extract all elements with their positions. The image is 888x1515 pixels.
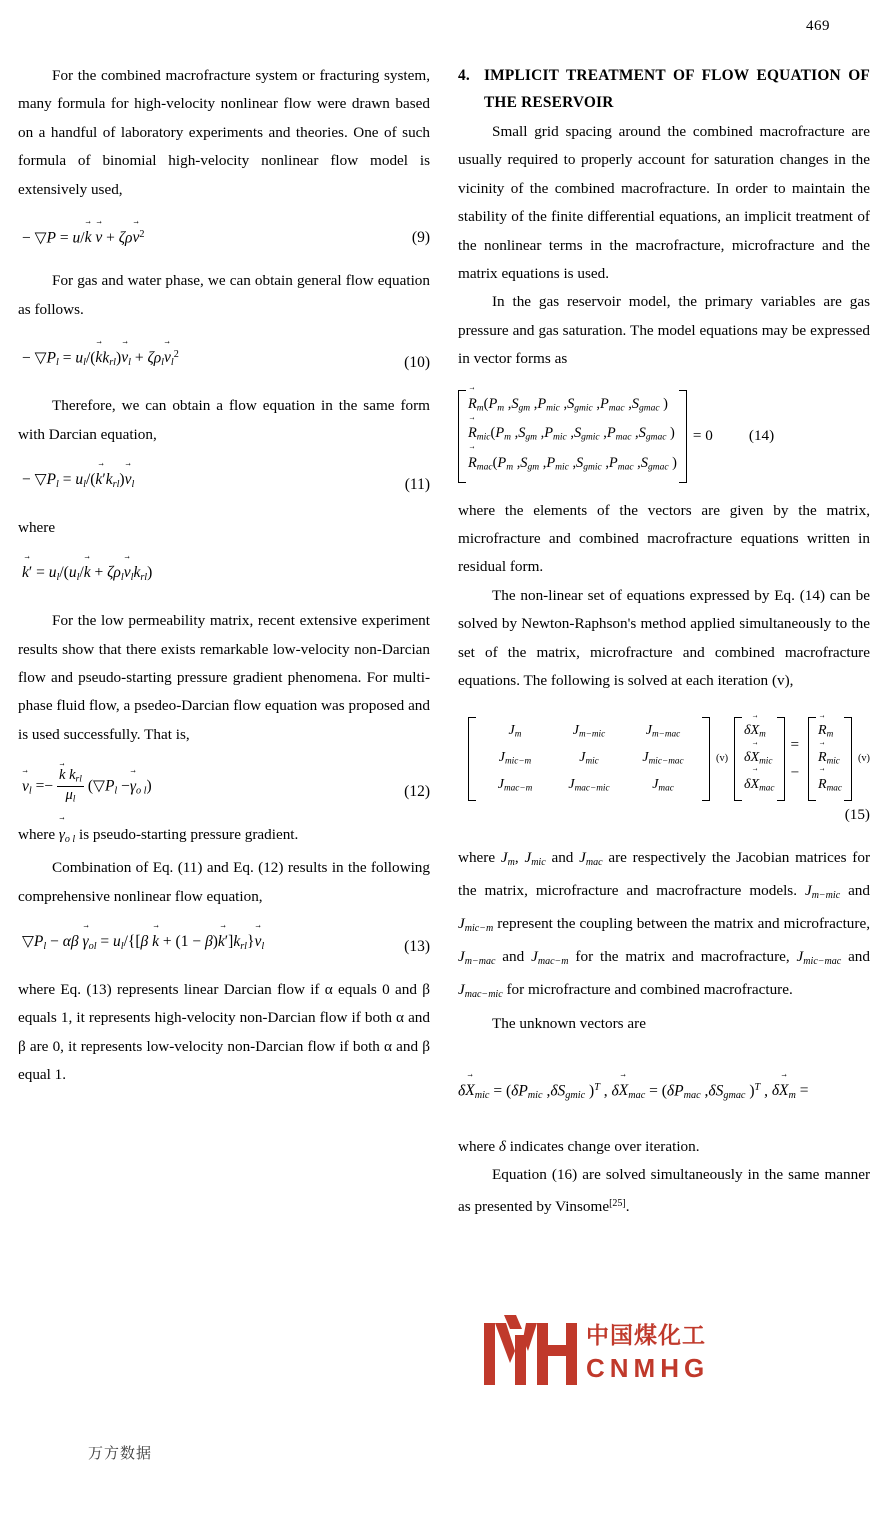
equation-11 xyxy=(18,467,430,498)
equation-14-tag: (14) xyxy=(748,426,775,444)
equation-12 xyxy=(18,767,430,805)
wanfang-watermark: 万方数据 xyxy=(88,1445,153,1462)
residual-row: $R \to_{mac}$ xyxy=(818,773,842,800)
paragraph: Small grid spacing around the combined macrofracture are usually required to properly account for saturation changes in the vicinity of the combined macrofracture. In order to maintain the stability of the finite differential equations, an implicit treatment of the nonlinear terms in the macrofracture, microfracture and the matrix equations is used. xyxy=(458,123,870,283)
equation-9 xyxy=(18,222,430,251)
equation-10-body: − $▽P_l = u_l/(k \to k_{rl})v \to_l + \zeta\rho_lv \to_l^2$ xyxy=(22,342,179,376)
logo-chinese-text: 中国煤化工 xyxy=(586,1322,706,1348)
equation-16 xyxy=(458,1052,870,1109)
logo-latin-text: CNMHG xyxy=(586,1353,710,1383)
equation-14-rhs: = 0 xyxy=(692,426,713,444)
equation-13-tag: (13) xyxy=(404,938,430,956)
paragraph-text: Equation (16) are solved simultaneously in the same manner as presented by Vinsome xyxy=(458,1166,870,1215)
equation-16-line1: $\delta X \to_{mic} = (\delta P_{mic}$ $,\delta S_{gmic}$ )$^T$ , $\delta X \to_{mac} = (\delta P_{mac}$ $,\delta S_{gmac}$ )$^T$ , xyxy=(458,1075,768,1109)
paragraph: For the combined macrofracture system or fracturing system, many formula for high-velocity nonlinear flow were drawn based on a handful of laboratory experiments and theories. One of such formula of binomial high-velocity nonlinear flow model is extensively used, xyxy=(18,67,430,198)
equation-11-body: − $▽P_l = u_l/(k' \to k_{rl})v \to_l$ xyxy=(22,467,134,498)
jacobian-row: $J_{mac-m}$ $J_{mac-mic}$ $J_{mac}$ xyxy=(497,776,674,793)
left-column xyxy=(18,62,430,1090)
paragraph: The non-linear set of equations expressed by Eq. (14) can be solved by Newton-Raphson's method applied simultaneously to the set of the matrix, microfracture and combined macrofracture equations. The following is solved at each iteration (v), xyxy=(458,586,870,690)
equation-14-row: $R \to_{mic}(P_m$ $,S_{gm}$ $,P_{mic}$ $,S_{gmic}$ $,P_{mac}$ $,S_{gmac}$ ) xyxy=(468,421,677,451)
myh-mark-icon xyxy=(482,1315,578,1389)
equation-16-line2: $\delta X \to_m$ = xyxy=(772,1078,809,1109)
equation-15 xyxy=(458,717,870,829)
right-column xyxy=(458,62,870,1221)
paragraph: where Eq. (13) represents linear Darcian flow if α equals 0 and β equals 1, it represents high-velocity non-Darcian flow if both α and β are 0, it represents low-velocity non-Darcian flow if both α and β equal 1. xyxy=(18,981,430,1084)
unknown-row: $\delta X \to_{mac}$ xyxy=(744,773,774,800)
equation-13-body: $▽P_l - \alpha\beta$ $\gamma \to_{ol} = u_l/\{[\beta$ k → + $(1 - \beta)k' \to]k_{rl}\}v \to_l$ xyxy=(22,929,264,960)
equation-10-tag: (10) xyxy=(404,354,430,372)
equation-k-prime-body: k′ → = $u_l/(u_l/k$ → + $\zeta\rho_lv \to_lk_{rl}$) xyxy=(22,560,152,591)
equation-k-prime xyxy=(18,560,430,591)
paragraph: Therefore, we can obtain a flow equation in the same form with Darcian equation, xyxy=(18,397,430,443)
equation-15-tag: (15) xyxy=(844,806,870,824)
equation-14-row: $R \to_m(P_m$ $,S_{gm}$ $,P_{mic}$ $,S_{gmic}$ $,P_{mac}$ $,S_{gmac}$ ) xyxy=(468,392,677,422)
paragraph: For gas and water phase, we can obtain general flow equation as follows. xyxy=(18,272,430,318)
equation-15-iteration: (v) xyxy=(716,753,729,765)
residual-row: $R \to_{mic}$ xyxy=(818,746,842,773)
equation-11-tag: (11) xyxy=(404,476,430,493)
paragraph-end: . xyxy=(625,1197,630,1215)
equation-14 xyxy=(458,390,870,483)
section-title: IMPLICIT TREATMENT OF FLOW EQUATION OF THE RESERVOIR xyxy=(483,67,870,111)
equation-10 xyxy=(18,342,430,376)
equation-15-jacobian xyxy=(468,717,710,801)
equation-15-residuals xyxy=(808,717,852,801)
paragraph: For the low permeability matrix, recent extensive experiment results show that there exists remarkable low-velocity non-Darcian flow and pseudo-starting pressure gradient phenomena. For multi-phase fluid flow, a psedeo-Darcian flow equation was proposed and is used successfully. That is, xyxy=(18,612,430,743)
residual-row: $R \to_m$ xyxy=(818,719,842,746)
equation-15-equals: = − xyxy=(790,735,800,782)
jacobian-row: $J_{mic-m}$ $J_{mic}$ $J_{mic-mac}$ xyxy=(498,750,684,766)
equation-12-tag: (12) xyxy=(404,783,430,801)
equation-15-iteration-rhs: (v) xyxy=(857,753,870,765)
cnmhg-logo xyxy=(482,1315,710,1389)
equation-9-body: − ▽P = u/k → v → + ζρv →$^2$ xyxy=(22,222,144,251)
paragraph: where $\gamma \to_{o l}$ is pseudo-starting pressure gradient. xyxy=(18,821,430,854)
unknown-row: $\delta X \to_m$ xyxy=(744,719,774,746)
equation-14-row: $R \to_{mac}(P_m$ $,S_{gm}$ $,P_{mic}$ $,S_{gmic}$ $,P_{mac}$ $,S_{gmac}$ ) xyxy=(468,451,677,481)
paragraph: The unknown vectors are xyxy=(492,1014,646,1032)
section-heading xyxy=(458,62,870,116)
paragraph: where the elements of the vectors are given by the matrix, microfracture and combined macrofracture equations written in residual form. xyxy=(458,501,870,576)
equation-13 xyxy=(18,929,430,960)
paragraph: where xyxy=(18,519,56,536)
paragraph: where $J_m$, $J_{mic}$ and $J_{mac}$ are respectively the Jacobian matrices for the matrix, microfracture and macrofracture models. $J_{m-mic}$ and $J_{mic-m}$ represent the coupling between the matrix and microfracture, $J_{m-mac}$ and $J_{mac-m}$ for the matrix and macrofracture, $J_{mic-mac}$ and $J_{mac-mic}$ for microfracture and combined macrofracture. xyxy=(458,848,870,1001)
paragraph xyxy=(458,1161,870,1221)
equation-12-body: $v \to_l$ =− $\frac{k \to k_{rl}}{\mu_l}$ $(▽P_l -\gamma \to_{o l})$ xyxy=(22,767,152,805)
page-number: 469 xyxy=(806,18,830,34)
paragraph: Combination of Eq. (11) and Eq. (12) results in the following comprehensive nonlinear flow equation, xyxy=(18,859,430,905)
jacobian-row: $J_m$ $J_{m-mic}$ $J_{m-mac}$ xyxy=(508,723,681,740)
paragraph: In the gas reservoir model, the primary variables are gas pressure and gas saturation. The model equations may be expressed in vector forms as xyxy=(458,293,870,368)
equation-15-unknowns xyxy=(734,717,784,801)
paragraph: where δ indicates change over iteration. xyxy=(458,1137,700,1155)
unknown-row: $\delta X \to_{mic}$ xyxy=(744,746,774,773)
equation-9-tag: (9) xyxy=(411,229,430,247)
section-number: 4. xyxy=(458,67,470,84)
equation-14-matrix xyxy=(458,390,687,483)
citation-reference[interactable]: [25] xyxy=(609,1197,626,1209)
